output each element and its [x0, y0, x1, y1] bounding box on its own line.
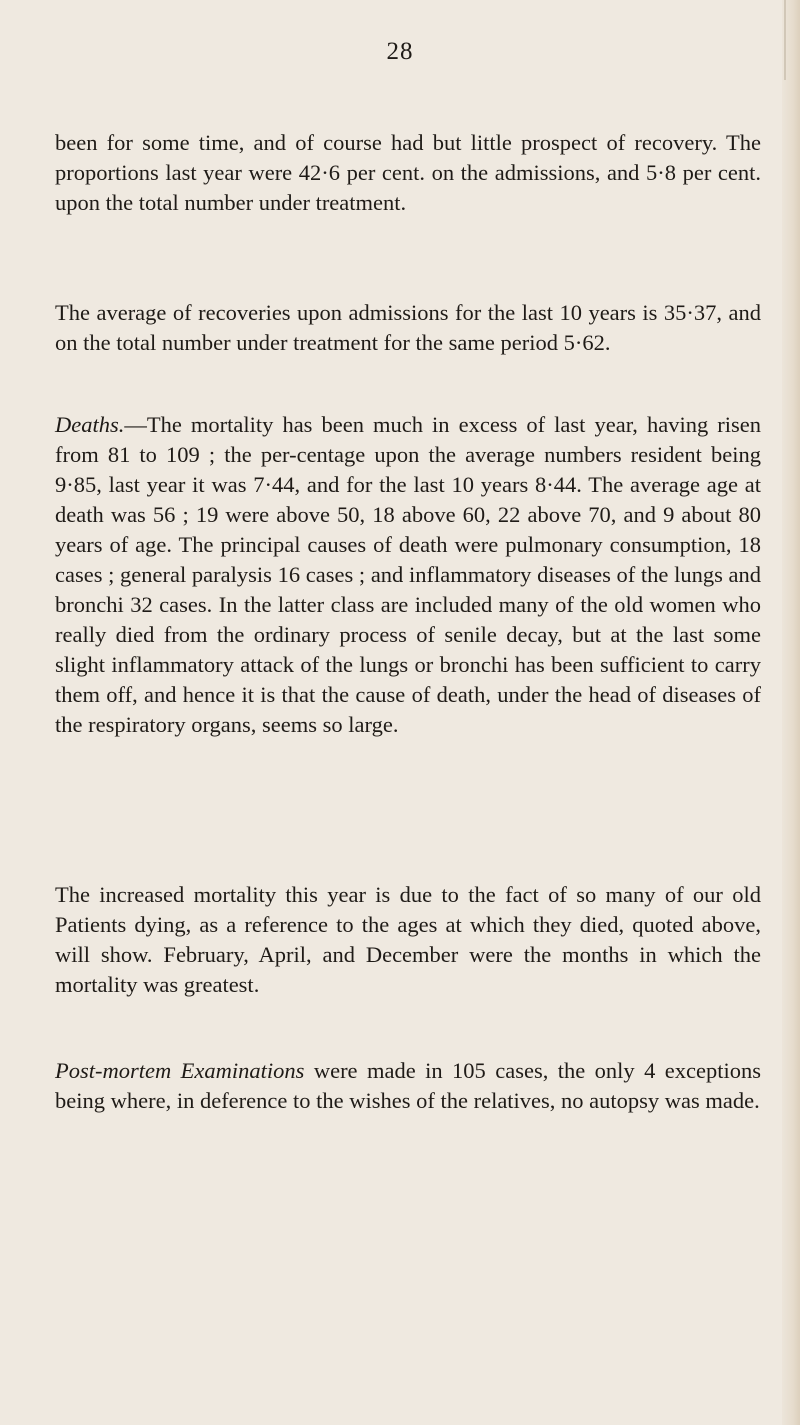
- deaths-heading: Deaths.: [55, 412, 125, 437]
- paragraph-average-recoveries: The average of recoveries upon admissions for the last 10 years is 35·37, and on the total number under treatment for the same period 5·62.: [55, 300, 761, 355]
- paragraph-post-mortem: [55, 1056, 761, 1116]
- deaths-body: —The mortality has been much in excess of last year, having risen from 81 to 109 ; the per-centage upon the average numbers resident being 9·85, last year it was 7·44, and for the last 10 years 8·44. The average age at death was 56 ; 19 were above 50, 18 above 60, 22 above 70, and 9 about 80 years of age. The principal causes of death were pulmonary consumption, 18 cases ; general paralysis 16 cases ; and inflammatory diseases of the lungs and bronchi 32 cases. In the latter class are included many of the old women who really died from the ordinary process of senile decay, but at the last some slight inflammatory attack of the lungs or bronchi has been sufficient to carry them off, and hence it is that the cause of death, under the head of diseases of the respiratory organs, seems so large.: [55, 412, 761, 737]
- paragraph-increased-mortality: The increased mortality this year is due to the fact of so many of our old Patients dying, as a reference to the ages at which they died, quoted above, will show. February, April, and December were the months in which the mortality was greatest.: [55, 882, 761, 997]
- paragraph-recovery-proportions: been for some time, and of course had but little prospect of recovery. The proportions last year were 42·6 per cent. on the admissions, and 5·8 per cent. upon the total number under treatment.: [55, 130, 761, 215]
- post-mortem-body: were made in 105 cases, the only 4 exceptions being where, in deference to the wishes of the relatives, no autopsy was made.: [55, 1058, 761, 1113]
- page-edge: [782, 0, 800, 1425]
- post-mortem-heading: Post-mortem Examinations: [55, 1058, 305, 1083]
- page-number: 28: [386, 38, 414, 65]
- paragraph-deaths: [55, 410, 761, 740]
